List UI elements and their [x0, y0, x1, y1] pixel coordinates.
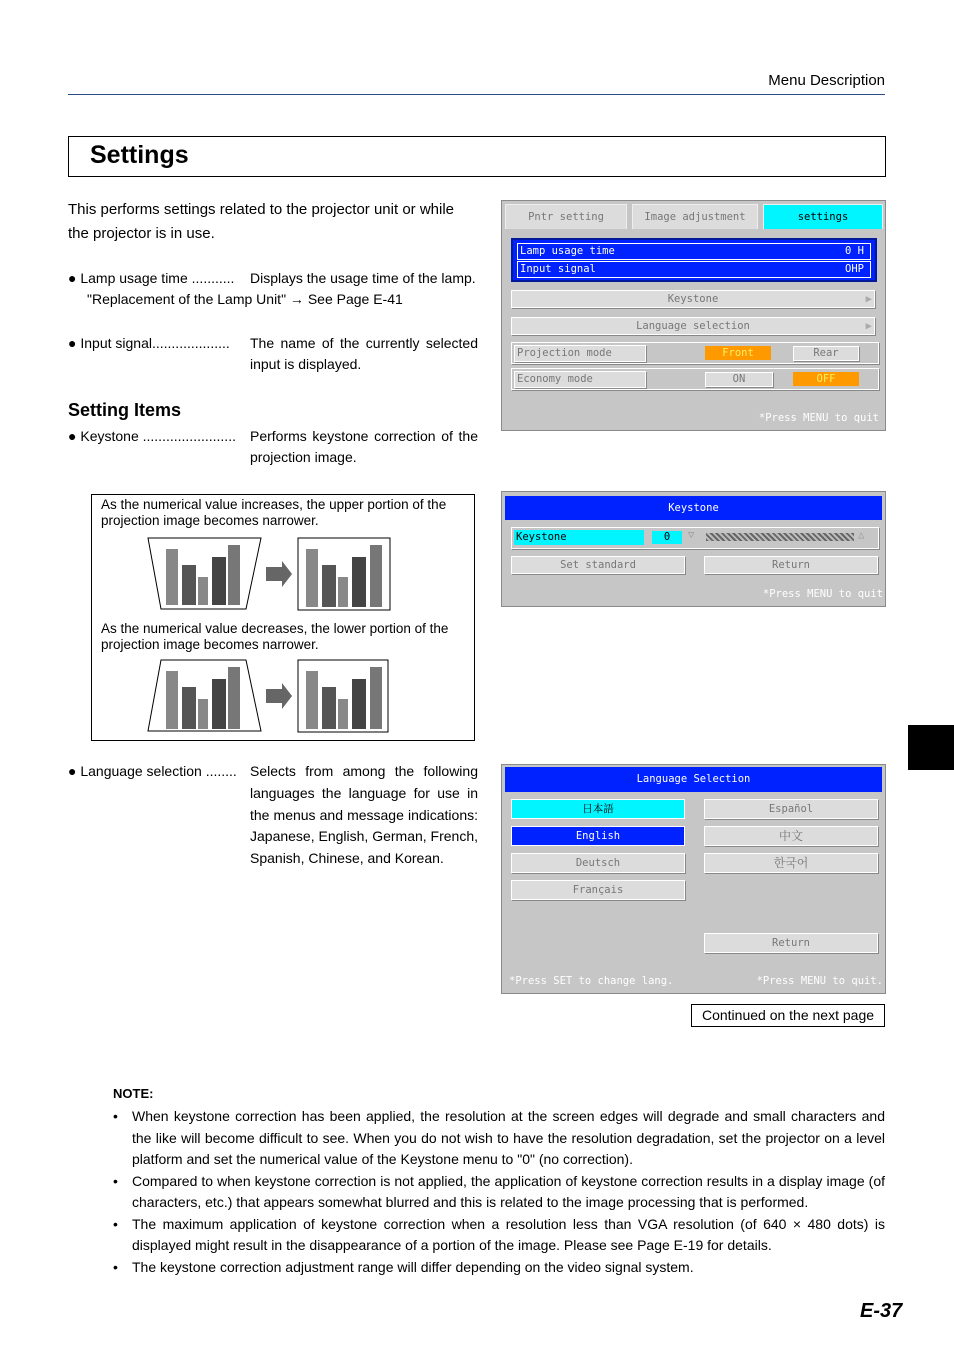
note-item: • The maximum application of keystone correction when a resolution less than VGA resolution (of 640 × 480 dots) is displayed might result in the disappearance of a portion of the image. Please see Page E-19 for details.: [113, 1214, 885, 1257]
osd-keystone-menu: [501, 491, 886, 607]
projection-mode-label: Projection mode: [514, 345, 646, 362]
press-set-change-lang: *Press SET to change lang.: [509, 975, 674, 987]
language-selection-menu-item[interactable]: Language selection ▶: [511, 317, 875, 335]
note-item: • The keystone correction adjustment range will differ depending on the video signal system.: [113, 1257, 885, 1279]
lang-espanol-button[interactable]: Español: [704, 799, 878, 819]
lang-english-button[interactable]: English: [511, 826, 685, 846]
keystone-decrease-illustration: [146, 659, 396, 734]
keystone-increase-text: As the numerical value increases, the upper portion of the projection image becomes narrower.: [101, 497, 447, 528]
input-bullet-desc: The name of the currently selected input is displayed.: [250, 335, 478, 372]
lang-japanese-button[interactable]: 日本語: [511, 799, 685, 819]
continued-label: Continued on the next page: [691, 1004, 885, 1027]
setting-items-heading: Setting Items: [68, 400, 182, 420]
language-menu-title: Language Selection: [505, 767, 882, 792]
note-heading: NOTE:: [113, 1086, 154, 1101]
projection-mode-row: [511, 342, 879, 364]
header-rule: [68, 94, 885, 95]
keystone-menu-title: Keystone: [505, 496, 882, 520]
press-menu-quit: *Press MENU to quit: [758, 412, 879, 424]
note-item: • When keystone correction has been applied, the resolution at the screen edges will degrade and small characters and the like will become difficult to see. When you do not wish to have the resolution degradation, set the projector on a level platform and set the numerical value of the Keystone menu to "0" (no correction).: [113, 1106, 885, 1171]
language-bullet-label: ● Language selection ........: [68, 763, 237, 779]
front-option[interactable]: Front: [705, 346, 771, 360]
keystone-adjust-row: [511, 527, 879, 549]
keystone-slider[interactable]: [706, 533, 854, 541]
lamp-bullet-desc: Displays the usage time of the lamp.: [250, 270, 476, 286]
tab-image-adjustment[interactable]: Image adjustment: [632, 204, 758, 229]
notes-list: [113, 1106, 885, 1278]
keystone-menu-item[interactable]: Keystone ▶: [511, 290, 875, 308]
keystone-bullet-label: ● Keystone ........................: [68, 428, 236, 444]
page-title: Settings: [90, 141, 189, 169]
input-signal-row: Input signal OHP: [517, 261, 871, 278]
set-standard-button[interactable]: Set standard: [511, 556, 685, 574]
page-number: E-37: [860, 1300, 903, 1322]
tab-settings[interactable]: settings: [763, 204, 883, 229]
language-return-button[interactable]: Return: [704, 933, 878, 953]
lang-chinese-button[interactable]: 中文: [704, 826, 878, 846]
decrease-triangle-icon[interactable]: ▽: [688, 529, 695, 541]
keystone-return-button[interactable]: Return: [704, 556, 878, 574]
language-press-menu-quit: *Press MENU to quit.: [756, 975, 883, 987]
intro-text: This performs settings related to the projector unit or while the projector is in use.: [68, 201, 455, 242]
lang-deutsch-button[interactable]: Deutsch: [511, 853, 685, 873]
input-bullet-label: ● Input signal....................: [68, 335, 230, 351]
lamp-bullet-label: ● Lamp usage time ...........: [68, 270, 235, 286]
osd-settings-menu: [501, 200, 886, 431]
tab-pntr-setting[interactable]: Pntr setting: [505, 204, 627, 229]
lang-francais-button[interactable]: Français: [511, 880, 685, 900]
lamp-usage-row: Lamp usage time 0 H: [517, 243, 871, 260]
off-option[interactable]: OFF: [793, 372, 859, 386]
rear-option[interactable]: Rear: [793, 346, 859, 361]
on-option[interactable]: ON: [705, 372, 773, 387]
keystone-value: 0: [652, 531, 682, 544]
section-tab-marker: [908, 725, 954, 770]
keystone-bullet-desc: Performs keystone correction of the projection image.: [250, 428, 478, 465]
title-box: [68, 136, 886, 177]
economy-mode-label: Economy mode: [514, 371, 646, 388]
language-bullet-desc: Selects from among the following languages the language for use in the menus and message indications: Japanese, English, German, French, Spanish, Chinese, and Korean.: [250, 763, 479, 867]
note-item: • Compared to when keystone correction is not applied, the application of keystone correction results in a display image (of characters, etc.) that appears somewhat blurred and this is related to the image processing that is performed.: [113, 1171, 885, 1214]
keystone-adjust-label: Keystone: [514, 530, 644, 545]
increase-triangle-icon[interactable]: △: [858, 529, 865, 541]
lamp-bullet-ref: "Replacement of the Lamp Unit" → See Page E-41: [87, 291, 403, 307]
keystone-decrease-text: As the numerical value decreases, the lower portion of the projection image becomes narrower.: [101, 621, 449, 652]
economy-mode-row: [511, 368, 879, 390]
keystone-press-menu-quit: *Press MENU to quit: [762, 588, 883, 600]
section-header: Menu Description: [768, 72, 885, 89]
lang-korean-button[interactable]: 한국어: [704, 853, 878, 873]
keystone-increase-illustration: [146, 537, 396, 612]
osd-language-menu: [501, 764, 886, 994]
osd-info-panel: [511, 238, 877, 282]
